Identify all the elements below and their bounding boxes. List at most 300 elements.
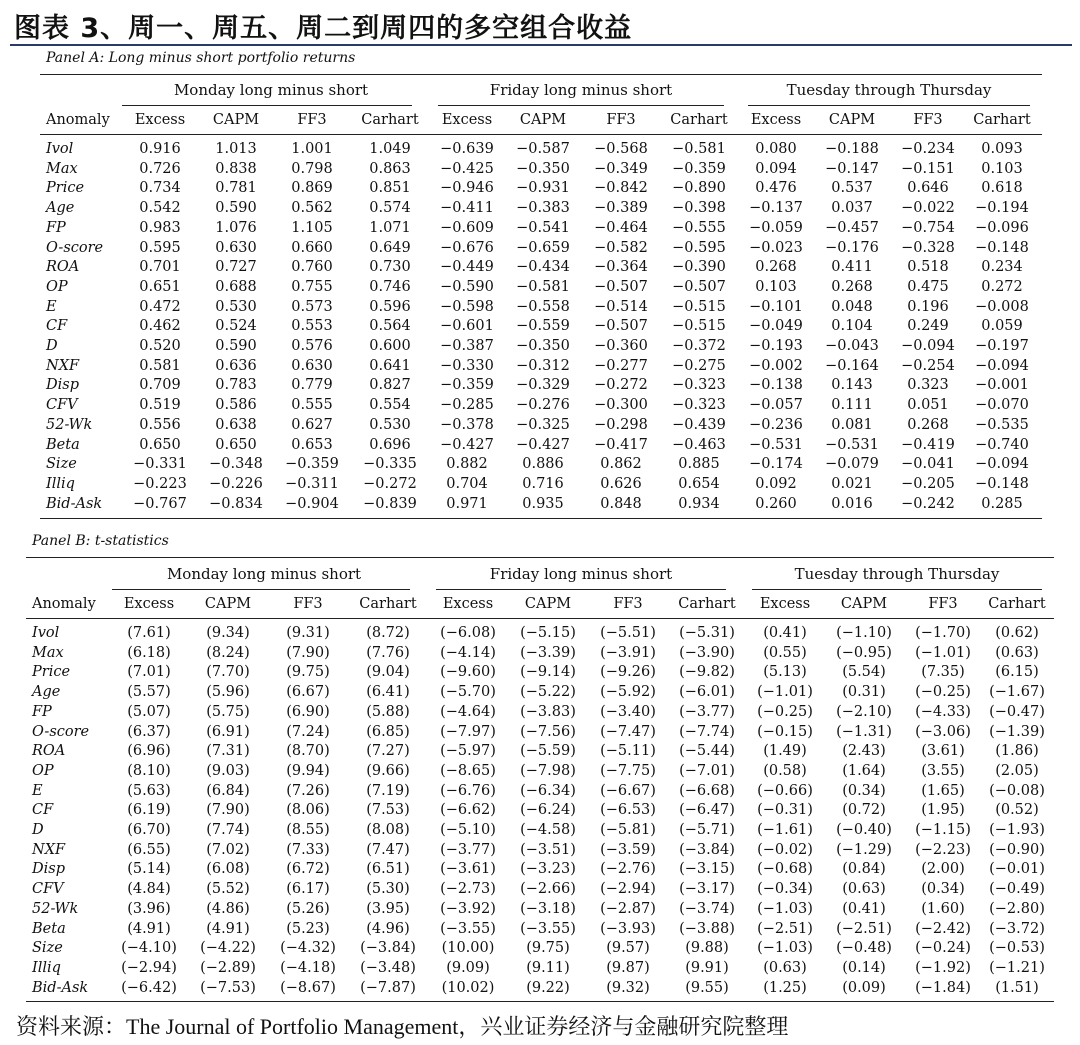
table-cell: −0.946: [440, 180, 494, 197]
panel-a-header-rule: [40, 134, 1042, 135]
table-cell: (−3.83): [520, 703, 576, 720]
table-cell: −0.325: [516, 416, 570, 433]
table-cell: (−2.10): [836, 703, 892, 720]
table-row: [42, 219, 1038, 239]
table-cell: (−0.49): [989, 881, 1045, 898]
table-cell: 0.462: [139, 318, 181, 335]
table-cell: −0.372: [672, 338, 726, 355]
table-cell: 0.564: [369, 318, 411, 335]
table-cell: (−0.25): [757, 703, 813, 720]
table-cell: (−5.22): [520, 684, 576, 701]
table-cell: (−4.10): [121, 940, 177, 957]
table-cell: −0.272: [363, 475, 417, 492]
table-cell: (4.84): [127, 881, 171, 898]
table-cell: −0.022: [901, 200, 955, 217]
table-cell: −0.439: [672, 416, 726, 433]
table-cell: 0.827: [369, 377, 411, 394]
table-cell: (5.52): [206, 881, 250, 898]
table-cell: 1.013: [215, 141, 257, 157]
table-cell: 0.734: [139, 180, 181, 197]
table-cell: 0.760: [291, 259, 333, 276]
table-cell: −0.609: [440, 219, 494, 236]
table-cell: −0.205: [901, 475, 955, 492]
panel-b-group-rule-monday: [112, 589, 410, 590]
table-cell: 0.660: [291, 239, 333, 256]
table-cell: −0.298: [594, 416, 648, 433]
table-cell: −0.581: [516, 278, 570, 295]
table-cell: (−3.59): [600, 841, 656, 858]
column-header: CAPM: [204, 596, 252, 613]
table-cell: 0.641: [369, 357, 411, 374]
table-cell: (−5.10): [440, 822, 496, 839]
table-cell: (−7.01): [679, 762, 735, 779]
table-cell: −0.349: [594, 160, 648, 177]
table-cell: −0.767: [133, 495, 187, 512]
table-cell: −0.276: [516, 397, 570, 414]
table-row: [28, 979, 1052, 999]
anomaly-name: Ivol: [32, 625, 60, 641]
table-cell: −0.383: [516, 200, 570, 217]
table-cell: 0.586: [215, 397, 257, 414]
table-cell: −0.312: [516, 357, 570, 374]
anomaly-name: NXF: [32, 841, 66, 858]
anomaly-name: CF: [46, 318, 68, 335]
table-cell: (2.05): [995, 762, 1039, 779]
table-cell: (5.26): [286, 900, 330, 917]
table-cell: (8.10): [127, 762, 171, 779]
table-cell: 0.093: [981, 141, 1023, 157]
column-header: Excess: [750, 112, 802, 129]
table-cell: 0.726: [139, 160, 181, 177]
table-cell: 0.971: [446, 495, 488, 512]
table-cell: 0.649: [369, 239, 411, 256]
table-cell: (−4.18): [280, 959, 336, 976]
anomaly-name: E: [32, 782, 43, 799]
table-cell: −0.311: [285, 475, 339, 492]
table-cell: (−3.84): [360, 940, 416, 957]
table-cell: (−2.66): [520, 881, 576, 898]
table-cell: 0.983: [139, 219, 181, 236]
table-cell: (9.75): [286, 664, 330, 681]
table-row: [28, 742, 1052, 762]
table-cell: 1.071: [369, 219, 411, 236]
table-cell: (−1.70): [915, 625, 971, 641]
anomaly-name: Bid-Ask: [32, 979, 89, 996]
table-cell: −0.096: [975, 219, 1029, 236]
table-row: [28, 782, 1052, 802]
table-cell: (−0.15): [757, 723, 813, 740]
table-cell: 0.653: [291, 436, 333, 453]
table-cell: 0.862: [600, 456, 642, 473]
table-cell: (5.07): [127, 703, 171, 720]
table-cell: (−6.34): [520, 782, 576, 799]
table-cell: (−3.77): [440, 841, 496, 858]
table-cell: −0.079: [825, 456, 879, 473]
table-cell: 0.530: [369, 416, 411, 433]
table-cell: (−1.15): [915, 822, 971, 839]
table-cell: −0.535: [975, 416, 1029, 433]
table-cell: 0.574: [369, 200, 411, 217]
table-row: [28, 860, 1052, 880]
table-cell: (9.91): [685, 959, 729, 976]
table-cell: (−1.01): [915, 644, 971, 661]
table-row: [28, 900, 1052, 920]
table-cell: −0.330: [440, 357, 494, 374]
column-header: Carhart: [359, 596, 417, 613]
table-cell: 0.916: [139, 141, 181, 157]
table-cell: 0.272: [981, 278, 1023, 295]
table-cell: (−3.55): [520, 920, 576, 937]
anomaly-name: Max: [46, 160, 78, 177]
anomaly-name: Age: [46, 200, 75, 217]
anomaly-name: CF: [32, 802, 54, 819]
table-cell: (4.91): [127, 920, 171, 937]
table-cell: (0.63): [842, 881, 886, 898]
table-cell: −0.335: [363, 456, 417, 473]
table-cell: (7.27): [366, 743, 410, 760]
table-row: [28, 762, 1052, 782]
table-cell: (7.61): [127, 625, 171, 641]
table-cell: (−5.15): [520, 625, 576, 641]
table-cell: 0.234: [981, 259, 1023, 276]
table-cell: −0.390: [672, 259, 726, 276]
column-header: Carhart: [988, 596, 1046, 613]
table-cell: (7.02): [206, 841, 250, 858]
table-cell: (8.06): [286, 802, 330, 819]
table-cell: 0.869: [291, 180, 333, 197]
table-cell: (−4.32): [280, 940, 336, 957]
table-cell: (6.15): [995, 664, 1039, 681]
table-cell: −0.541: [516, 219, 570, 236]
title-underline: [10, 44, 1072, 46]
column-header: FF3: [606, 112, 636, 129]
table-cell: (7.01): [127, 664, 171, 681]
table-cell: (1.65): [921, 782, 965, 799]
table-cell: (6.18): [127, 644, 171, 661]
table-cell: (−2.76): [600, 861, 656, 878]
table-cell: −0.348: [209, 456, 263, 473]
table-cell: (−5.81): [600, 822, 656, 839]
table-cell: (7.47): [366, 841, 410, 858]
table-cell: 0.196: [907, 298, 949, 315]
table-cell: (0.34): [921, 881, 965, 898]
table-cell: −0.359: [285, 456, 339, 473]
table-cell: (−2.73): [440, 881, 496, 898]
table-cell: 0.519: [139, 397, 181, 414]
table-cell: 0.562: [291, 200, 333, 217]
panel-b-label: Panel B: t-statistics: [32, 533, 169, 549]
anomaly-name: Illiq: [32, 959, 61, 976]
table-cell: −0.094: [975, 456, 1029, 473]
table-cell: (−3.93): [600, 920, 656, 937]
table-cell: 0.520: [139, 338, 181, 355]
table-cell: −0.331: [133, 456, 187, 473]
table-cell: −0.531: [825, 436, 879, 453]
table-cell: (−4.14): [440, 644, 496, 661]
table-cell: (−1.84): [915, 979, 971, 996]
anomaly-name: Beta: [32, 920, 66, 937]
table-cell: −0.834: [209, 495, 263, 512]
table-cell: 0.618: [981, 180, 1023, 197]
table-cell: 1.049: [369, 141, 411, 157]
column-header: Excess: [442, 596, 494, 613]
table-cell: (10.02): [441, 979, 495, 996]
table-cell: (9.32): [606, 979, 650, 996]
table-cell: (−3.06): [915, 723, 971, 740]
table-cell: 0.104: [831, 318, 873, 335]
table-cell: −0.138: [749, 377, 803, 394]
table-cell: (−8.67): [280, 979, 336, 996]
table-row: [42, 258, 1038, 278]
anomaly-name: Illiq: [46, 475, 75, 492]
table-row: [28, 624, 1052, 644]
table-cell: 0.576: [291, 338, 333, 355]
table-cell: (7.70): [206, 664, 250, 681]
table-cell: −0.101: [749, 298, 803, 315]
table-cell: (−3.90): [679, 644, 735, 661]
table-cell: (6.84): [206, 782, 250, 799]
table-cell: 0.092: [755, 475, 797, 492]
table-cell: (5.30): [366, 881, 410, 898]
table-row: [28, 959, 1052, 979]
table-cell: (6.37): [127, 723, 171, 740]
table-cell: (−1.21): [989, 959, 1045, 976]
anomaly-name: Ivol: [46, 141, 74, 157]
table-cell: (−2.89): [200, 959, 256, 976]
table-cell: 0.838: [215, 160, 257, 177]
column-header: FF3: [297, 112, 327, 129]
table-cell: (9.09): [446, 959, 490, 976]
table-cell: (−0.66): [757, 782, 813, 799]
table-cell: −0.931: [516, 180, 570, 197]
column-header: CAPM: [524, 596, 572, 613]
table-cell: −0.226: [209, 475, 263, 492]
table-cell: 0.103: [981, 160, 1023, 177]
table-cell: −0.598: [440, 298, 494, 315]
table-cell: (−5.92): [600, 684, 656, 701]
table-cell: (−6.42): [121, 979, 177, 996]
table-cell: (−3.39): [520, 644, 576, 661]
table-cell: (9.03): [206, 762, 250, 779]
table-cell: (−1.92): [915, 959, 971, 976]
table-cell: (−0.95): [836, 644, 892, 661]
table-cell: 0.268: [755, 259, 797, 276]
table-cell: −0.559: [516, 318, 570, 335]
table-cell: (−5.51): [600, 625, 656, 641]
table-cell: (9.11): [526, 959, 570, 976]
table-cell: (−2.51): [757, 920, 813, 937]
table-cell: (1.51): [995, 979, 1039, 996]
table-cell: −0.740: [975, 436, 1029, 453]
table-row: [28, 683, 1052, 703]
table-cell: 0.581: [139, 357, 181, 374]
anomaly-name: Beta: [46, 436, 80, 453]
column-header: CAPM: [840, 596, 888, 613]
table-cell: −0.417: [594, 436, 648, 453]
table-cell: 0.249: [907, 318, 949, 335]
table-cell: (6.19): [127, 802, 171, 819]
table-cell: (5.88): [366, 703, 410, 720]
table-cell: −0.601: [440, 318, 494, 335]
anomaly-name: FP: [32, 703, 52, 720]
table-cell: (7.19): [366, 782, 410, 799]
table-cell: 0.650: [139, 436, 181, 453]
table-cell: (−1.29): [836, 841, 892, 858]
table-cell: (6.72): [286, 861, 330, 878]
table-cell: −0.425: [440, 160, 494, 177]
table-cell: −0.151: [901, 160, 955, 177]
table-cell: −0.387: [440, 338, 494, 355]
table-row: [28, 920, 1052, 940]
table-cell: (8.24): [206, 644, 250, 661]
table-cell: (−3.51): [520, 841, 576, 858]
table-cell: 0.537: [831, 180, 873, 197]
table-cell: −0.197: [975, 338, 1029, 355]
column-header: FF3: [293, 596, 323, 613]
table-cell: (−7.53): [200, 979, 256, 996]
table-cell: −0.904: [285, 495, 339, 512]
table-cell: (10.00): [441, 940, 495, 957]
table-cell: (3.61): [921, 743, 965, 760]
table-cell: (1.60): [921, 900, 965, 917]
table-cell: (7.26): [286, 782, 330, 799]
table-cell: (−1.03): [757, 900, 813, 917]
anomaly-name: D: [32, 822, 44, 839]
panel-a-table: [42, 110, 1038, 514]
panel-a-top-rule: [40, 74, 1042, 75]
table-cell: −0.323: [672, 377, 726, 394]
table-cell: 0.080: [755, 141, 797, 157]
table-cell: (0.41): [763, 625, 807, 641]
table-cell: (−8.65): [440, 762, 496, 779]
table-cell: −0.174: [749, 456, 803, 473]
table-cell: 0.755: [291, 278, 333, 295]
table-cell: (6.17): [286, 881, 330, 898]
table-cell: (0.62): [995, 625, 1039, 641]
table-cell: (−3.40): [600, 703, 656, 720]
table-cell: (−5.71): [679, 822, 735, 839]
table-cell: −0.568: [594, 141, 648, 157]
panel-b-header-rule: [26, 618, 1054, 619]
table-cell: −0.389: [594, 200, 648, 217]
table-cell: (−9.14): [520, 664, 576, 681]
panel-b-group-friday: Friday long minus short: [489, 565, 673, 583]
table-cell: −0.587: [516, 141, 570, 157]
table-cell: (1.86): [995, 743, 1039, 760]
table-cell: −0.419: [901, 436, 955, 453]
table-cell: 0.411: [831, 259, 873, 276]
table-cell: 0.636: [215, 357, 257, 374]
table-row: [28, 644, 1052, 664]
table-cell: (5.13): [763, 664, 807, 681]
table-cell: −0.507: [594, 318, 648, 335]
panel-b-group-monday: Monday long minus short: [166, 565, 362, 583]
table-cell: −0.434: [516, 259, 570, 276]
table-cell: −0.457: [825, 219, 879, 236]
table-cell: (7.24): [286, 723, 330, 740]
table-cell: 0.783: [215, 377, 257, 394]
table-cell: 0.260: [755, 495, 797, 512]
table-cell: 0.651: [139, 278, 181, 295]
table-cell: (8.55): [286, 822, 330, 839]
table-cell: 0.746: [369, 278, 411, 295]
table-cell: 0.863: [369, 160, 411, 177]
column-header: CAPM: [519, 112, 567, 129]
table-cell: (9.94): [286, 762, 330, 779]
table-cell: 0.851: [369, 180, 411, 197]
table-cell: −0.427: [516, 436, 570, 453]
panel-a-group-rule-tuethu: [748, 105, 1030, 106]
table-cell: (8.08): [366, 822, 410, 839]
panel-a-bottom-rule: [40, 518, 1042, 519]
table-cell: (−3.92): [440, 900, 496, 917]
table-cell: 0.716: [522, 475, 564, 492]
table-cell: −0.839: [363, 495, 417, 512]
table-cell: −0.558: [516, 298, 570, 315]
table-cell: (9.88): [685, 940, 729, 957]
table-cell: (−5.59): [520, 743, 576, 760]
table-cell: (−4.64): [440, 703, 496, 720]
table-cell: −0.057: [749, 397, 803, 414]
table-cell: (−3.74): [679, 900, 735, 917]
table-cell: (−2.94): [600, 881, 656, 898]
table-row: [42, 140, 1038, 160]
table-cell: 0.285: [981, 495, 1023, 512]
table-cell: (7.76): [366, 644, 410, 661]
anomaly-name: Price: [46, 180, 85, 197]
table-cell: −0.590: [440, 278, 494, 295]
anomaly-name: Bid-Ask: [46, 495, 103, 512]
table-cell: −0.277: [594, 357, 648, 374]
table-cell: −0.507: [672, 278, 726, 295]
table-row: [28, 663, 1052, 683]
table-cell: −0.254: [901, 357, 955, 374]
table-cell: (7.35): [921, 664, 965, 681]
table-cell: (−1.39): [989, 723, 1045, 740]
table-cell: (6.96): [127, 743, 171, 760]
table-cell: −0.329: [516, 377, 570, 394]
table-row: [42, 337, 1038, 357]
table-cell: (0.72): [842, 802, 886, 819]
anomaly-name: OP: [46, 278, 68, 295]
table-cell: 0.730: [369, 259, 411, 276]
table-cell: (7.33): [286, 841, 330, 858]
column-header: Excess: [759, 596, 811, 613]
table-cell: −0.272: [594, 377, 648, 394]
table-cell: (9.57): [606, 940, 650, 957]
column-header: FF3: [928, 596, 958, 613]
column-header: FF3: [613, 596, 643, 613]
anomaly-name: CFV: [46, 397, 78, 414]
table-cell: (6.85): [366, 723, 410, 740]
table-cell: −0.659: [516, 239, 570, 256]
anomaly-name: Max: [32, 644, 64, 661]
table-cell: 0.688: [215, 278, 257, 295]
table-cell: (−3.55): [440, 920, 496, 937]
table-cell: 0.530: [215, 298, 257, 315]
panel-a-group-rule-monday: [122, 105, 412, 106]
table-cell: (−3.23): [520, 861, 576, 878]
column-header: Anomaly: [32, 596, 96, 613]
table-cell: (6.55): [127, 841, 171, 858]
table-cell: (−1.93): [989, 822, 1045, 839]
table-cell: 0.518: [907, 259, 949, 276]
table-cell: −0.328: [901, 239, 955, 256]
table-cell: −0.595: [672, 239, 726, 256]
table-cell: 0.781: [215, 180, 257, 197]
table-row: [42, 278, 1038, 298]
table-cell: −0.359: [440, 377, 494, 394]
